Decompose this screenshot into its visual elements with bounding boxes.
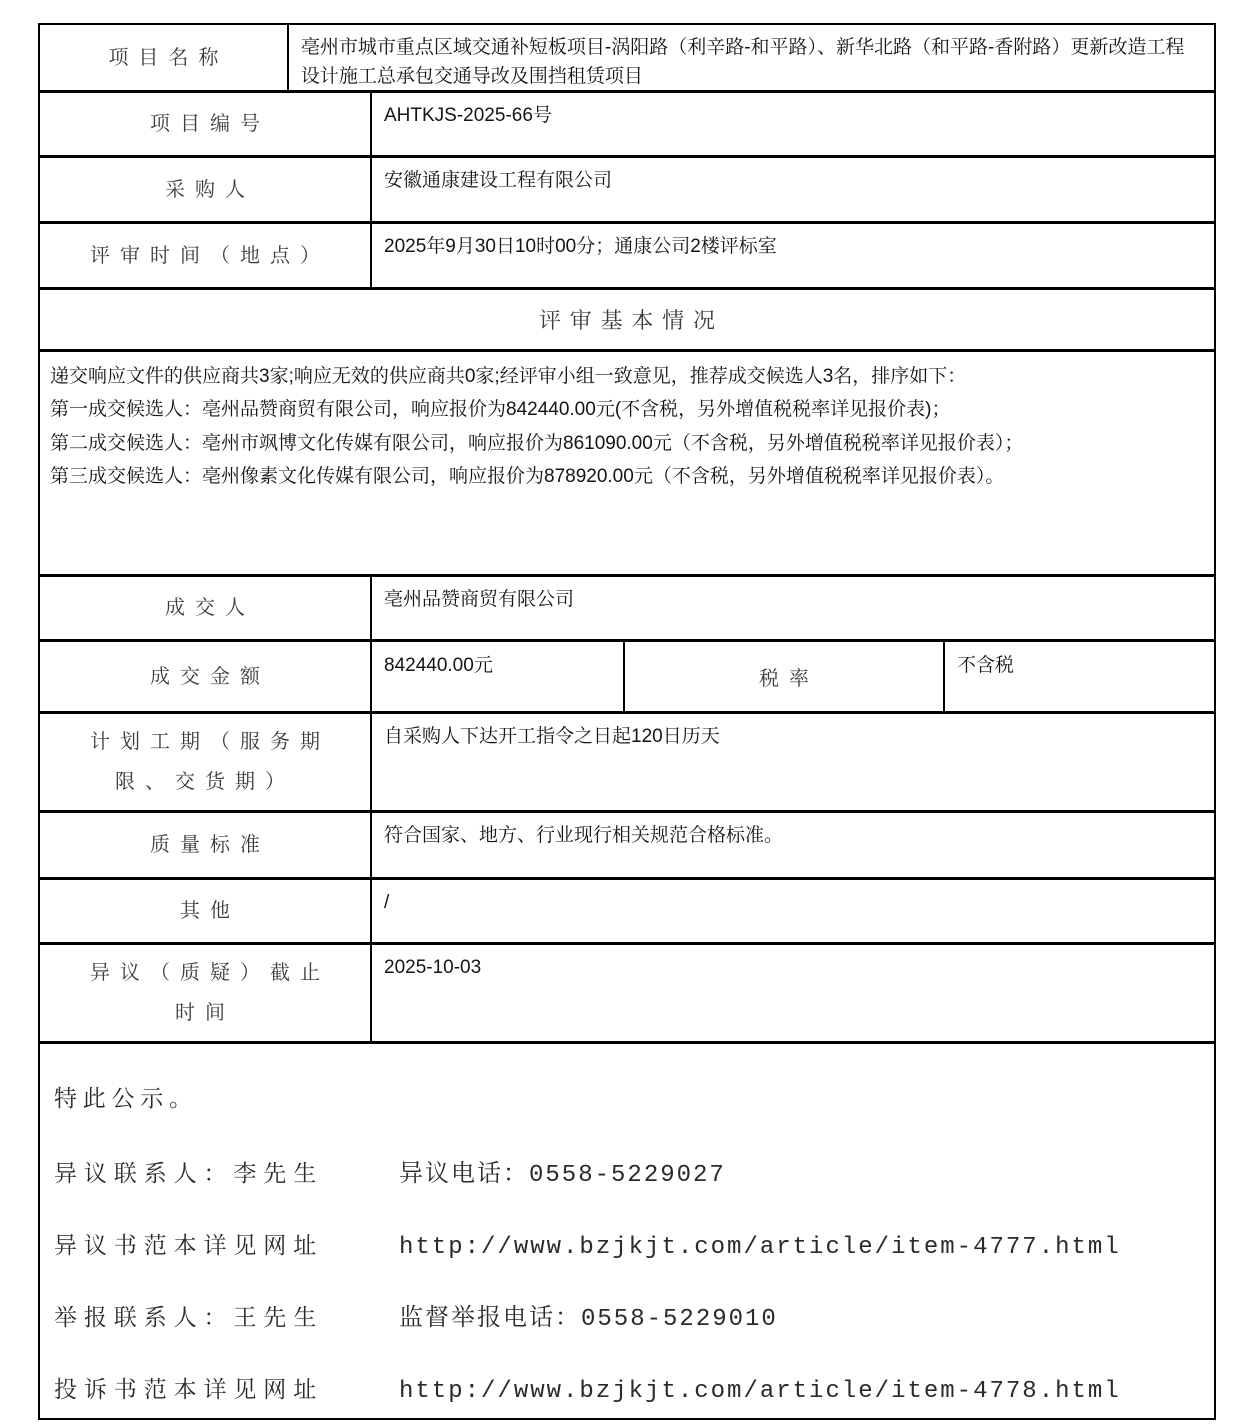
row-review-section-header — [40, 290, 1214, 352]
row-amount — [40, 642, 1214, 714]
schedule-label: 计划工期（服务期限、交货期） — [40, 714, 372, 810]
row-review-time — [40, 224, 1214, 290]
row-review-body — [40, 352, 1214, 577]
objection-phone: 异议电话：0558-5229027 — [399, 1162, 726, 1189]
amount-label: 成交金额 — [40, 642, 372, 711]
review-section-title: 评审基本情况 — [538, 308, 724, 333]
winner-label: 成交人 — [40, 577, 372, 639]
amount-value: 842440.00元 — [372, 642, 625, 711]
row-footer — [40, 1044, 1214, 1427]
objection-deadline-label: 异议（质疑）截止时间 — [40, 945, 372, 1041]
row-quality-standard — [40, 813, 1214, 880]
review-time-label: 评审时间（地点） — [40, 224, 372, 287]
report-contact-line — [54, 1299, 1200, 1338]
project-name-label: 项目名称 — [40, 25, 289, 90]
row-project-name — [40, 25, 1214, 93]
project-number-value: AHTKJS-2025-66号 — [384, 105, 552, 126]
other-label: 其他 — [40, 880, 372, 942]
row-winner — [40, 577, 1214, 642]
objection-contact-line — [54, 1155, 1200, 1194]
quality-standard-value: 符合国家、地方、行业现行相关规范合格标准。 — [384, 825, 784, 846]
announcement-table — [38, 23, 1216, 1420]
candidate-1-line: 第一成交候选人：亳州品赞商贸有限公司，响应报价为842440.00元(不含税，另外增值税税率详见报价表)； — [50, 399, 951, 421]
row-schedule — [40, 714, 1214, 813]
public-notice-text: 特此公示。 — [54, 1086, 198, 1111]
candidate-3-line: 第三成交候选人：亳州像素文化传媒有限公司，响应报价为878920.00元（不含税，另外增值税税率详见报价表）。 — [50, 465, 1005, 487]
review-summary-line: 递交响应文件的供应商共3家;响应无效的供应商共0家;经评审小组一致意见，推荐成交候选人3名，排序如下： — [50, 366, 967, 387]
winner-value: 亳州品赞商贸有限公司 — [384, 589, 575, 610]
report-phone: 监督举报电话：0558-5229010 — [399, 1306, 778, 1333]
other-value: / — [384, 892, 390, 913]
candidate-2-line: 第二成交候选人：亳州市飒博文化传媒有限公司，响应报价为861090.00元（不含税，另外增值税税率详见报价表）； — [50, 432, 1024, 454]
tax-rate-label: 税率 — [625, 642, 945, 711]
row-purchaser — [40, 158, 1214, 224]
complaint-template-url: http://www.bzjkjt.com/article/item-4778.html — [399, 1378, 1121, 1405]
schedule-value: 自采购人下达开工指令之日起120日历天 — [384, 726, 720, 747]
review-time-value: 2025年9月30日10时00分；通康公司2楼评标室 — [384, 236, 777, 257]
objection-deadline-value: 2025-10-03 — [384, 957, 482, 978]
purchaser-label: 采购人 — [40, 158, 372, 221]
report-contact-person: 举报联系人：王先生 — [54, 1305, 324, 1330]
row-objection-deadline — [40, 945, 1214, 1044]
row-project-number — [40, 93, 1214, 158]
quality-standard-label: 质量标准 — [40, 813, 372, 877]
objection-template-url: http://www.bzjkjt.com/article/item-4777.html — [399, 1234, 1121, 1261]
objection-template-line — [54, 1227, 1200, 1266]
complaint-template-label: 投诉书范本详见网址 — [54, 1377, 324, 1402]
project-name-value: 亳州市城市重点区域交通补短板项目-涡阳路（利辛路-和平路）、新华北路（和平路-香附路）更新改造工程设计施工总承包交通导改及围挡租赁项目 — [300, 37, 1185, 88]
tax-rate-value: 不含税 — [957, 655, 1015, 676]
objection-template-label: 异议书范本详见网址 — [54, 1233, 324, 1258]
complaint-template-line — [54, 1371, 1200, 1410]
row-other — [40, 880, 1214, 945]
project-number-label: 项目编号 — [40, 93, 372, 155]
objection-contact-person: 异议联系人：李先生 — [54, 1161, 324, 1186]
purchaser-value: 安徽通康建设工程有限公司 — [384, 170, 613, 191]
